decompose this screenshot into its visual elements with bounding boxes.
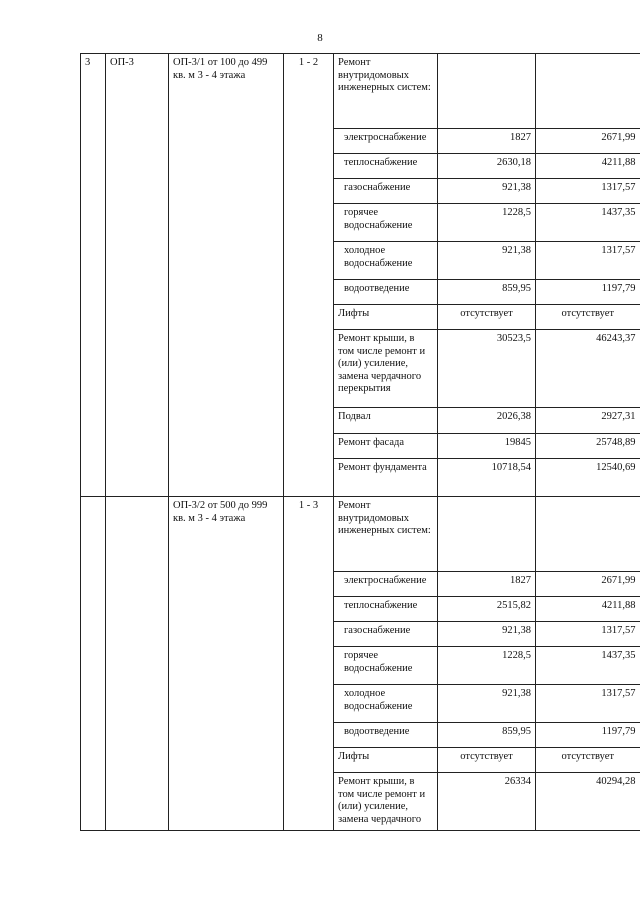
work-item-name: водоотведение bbox=[334, 723, 438, 748]
cost-value-2 bbox=[536, 54, 640, 129]
cost-value-2 bbox=[536, 497, 640, 572]
row-number-cell bbox=[81, 497, 106, 831]
cost-value-2: 40294,28 bbox=[536, 773, 640, 831]
object-description: ОП-3/2 от 500 до 999 кв. м 3 - 4 этажа bbox=[169, 497, 284, 831]
work-item-name: холодное водоснабжение bbox=[334, 685, 438, 723]
work-item-name: теплоснабжение bbox=[334, 597, 438, 622]
cost-value-1: 859,95 bbox=[438, 723, 536, 748]
cost-value-2: отсутствует bbox=[536, 748, 640, 773]
work-item-name: Ремонт крыши, в том числе ремонт и (или) усиление, замена чердачного bbox=[334, 773, 438, 831]
cost-value-1: 19845 bbox=[438, 434, 536, 459]
work-item-name: теплоснабжение bbox=[334, 154, 438, 179]
work-item-name: горячее водоснабжение bbox=[334, 204, 438, 242]
cost-value-1 bbox=[438, 497, 536, 572]
cost-value-1: 2630,18 bbox=[438, 154, 536, 179]
work-item-name: газоснабжение bbox=[334, 179, 438, 204]
cost-value-2: 2671,99 bbox=[536, 129, 640, 154]
work-item-name: электроснабжение bbox=[334, 572, 438, 597]
cost-value-1: 26334 bbox=[438, 773, 536, 831]
cost-value-1: 921,38 bbox=[438, 242, 536, 280]
cost-value-2: 1437,35 bbox=[536, 647, 640, 685]
cost-value-1: 2026,38 bbox=[438, 408, 536, 434]
cost-value-2: 25748,89 bbox=[536, 434, 640, 459]
cost-value-2: 1197,79 bbox=[536, 723, 640, 748]
cost-value-2: 1317,57 bbox=[536, 179, 640, 204]
floors-range: 1 - 2 bbox=[284, 54, 334, 497]
work-item-name: Ремонт фундамента bbox=[334, 459, 438, 497]
work-item-name: Ремонт внутридомовых инженерных систем: bbox=[334, 497, 438, 572]
cost-value-2: 46243,37 bbox=[536, 330, 640, 408]
cost-value-1: отсутствует bbox=[438, 305, 536, 330]
work-item-name: холодное водоснабжение bbox=[334, 242, 438, 280]
cost-value-1: 10718,54 bbox=[438, 459, 536, 497]
cost-value-1: 921,38 bbox=[438, 685, 536, 723]
cost-value-2: 2927,31 bbox=[536, 408, 640, 434]
table-row bbox=[81, 497, 640, 572]
row-number-cell: 3 bbox=[81, 54, 106, 497]
floors-range: 1 - 3 bbox=[284, 497, 334, 831]
cost-value-1: 30523,5 bbox=[438, 330, 536, 408]
group-cell: ОП-3 bbox=[106, 54, 169, 497]
cost-table bbox=[80, 53, 640, 831]
cost-value-2: 4211,88 bbox=[536, 597, 640, 622]
work-item-name: Лифты bbox=[334, 305, 438, 330]
cost-value-2: 1317,57 bbox=[536, 622, 640, 647]
work-item-name: водоотведение bbox=[334, 280, 438, 305]
cost-value-1: 1228,5 bbox=[438, 204, 536, 242]
cost-value-1: 921,38 bbox=[438, 622, 536, 647]
group-cell bbox=[106, 497, 169, 831]
cost-value-2: 1317,57 bbox=[536, 242, 640, 280]
cost-value-1: 859,95 bbox=[438, 280, 536, 305]
work-item-name: газоснабжение bbox=[334, 622, 438, 647]
cost-value-2: отсутствует bbox=[536, 305, 640, 330]
object-description: ОП-3/1 от 100 до 499 кв. м 3 - 4 этажа bbox=[169, 54, 284, 497]
cost-value-2: 12540,69 bbox=[536, 459, 640, 497]
work-item-name: Ремонт фасада bbox=[334, 434, 438, 459]
work-item-name: электроснабжение bbox=[334, 129, 438, 154]
cost-value-1 bbox=[438, 54, 536, 129]
cost-value-1: 1228,5 bbox=[438, 647, 536, 685]
cost-value-2: 2671,99 bbox=[536, 572, 640, 597]
work-item-name: Подвал bbox=[334, 408, 438, 434]
cost-value-2: 1197,79 bbox=[536, 280, 640, 305]
cost-value-1: 921,38 bbox=[438, 179, 536, 204]
cost-value-1: отсутствует bbox=[438, 748, 536, 773]
page-number: 8 bbox=[317, 32, 323, 44]
work-item-name: Ремонт внутридомовых инженерных систем: bbox=[334, 54, 438, 129]
cost-value-2: 1317,57 bbox=[536, 685, 640, 723]
cost-value-1: 1827 bbox=[438, 572, 536, 597]
work-item-name: Лифты bbox=[334, 748, 438, 773]
work-item-name: горячее водоснабжение bbox=[334, 647, 438, 685]
cost-value-1: 2515,82 bbox=[438, 597, 536, 622]
table-row bbox=[81, 54, 640, 129]
cost-value-1: 1827 bbox=[438, 129, 536, 154]
cost-value-2: 4211,88 bbox=[536, 154, 640, 179]
cost-value-2: 1437,35 bbox=[536, 204, 640, 242]
work-item-name: Ремонт крыши, в том числе ремонт и (или) усиление, замена чердачного перекрытия bbox=[334, 330, 438, 408]
